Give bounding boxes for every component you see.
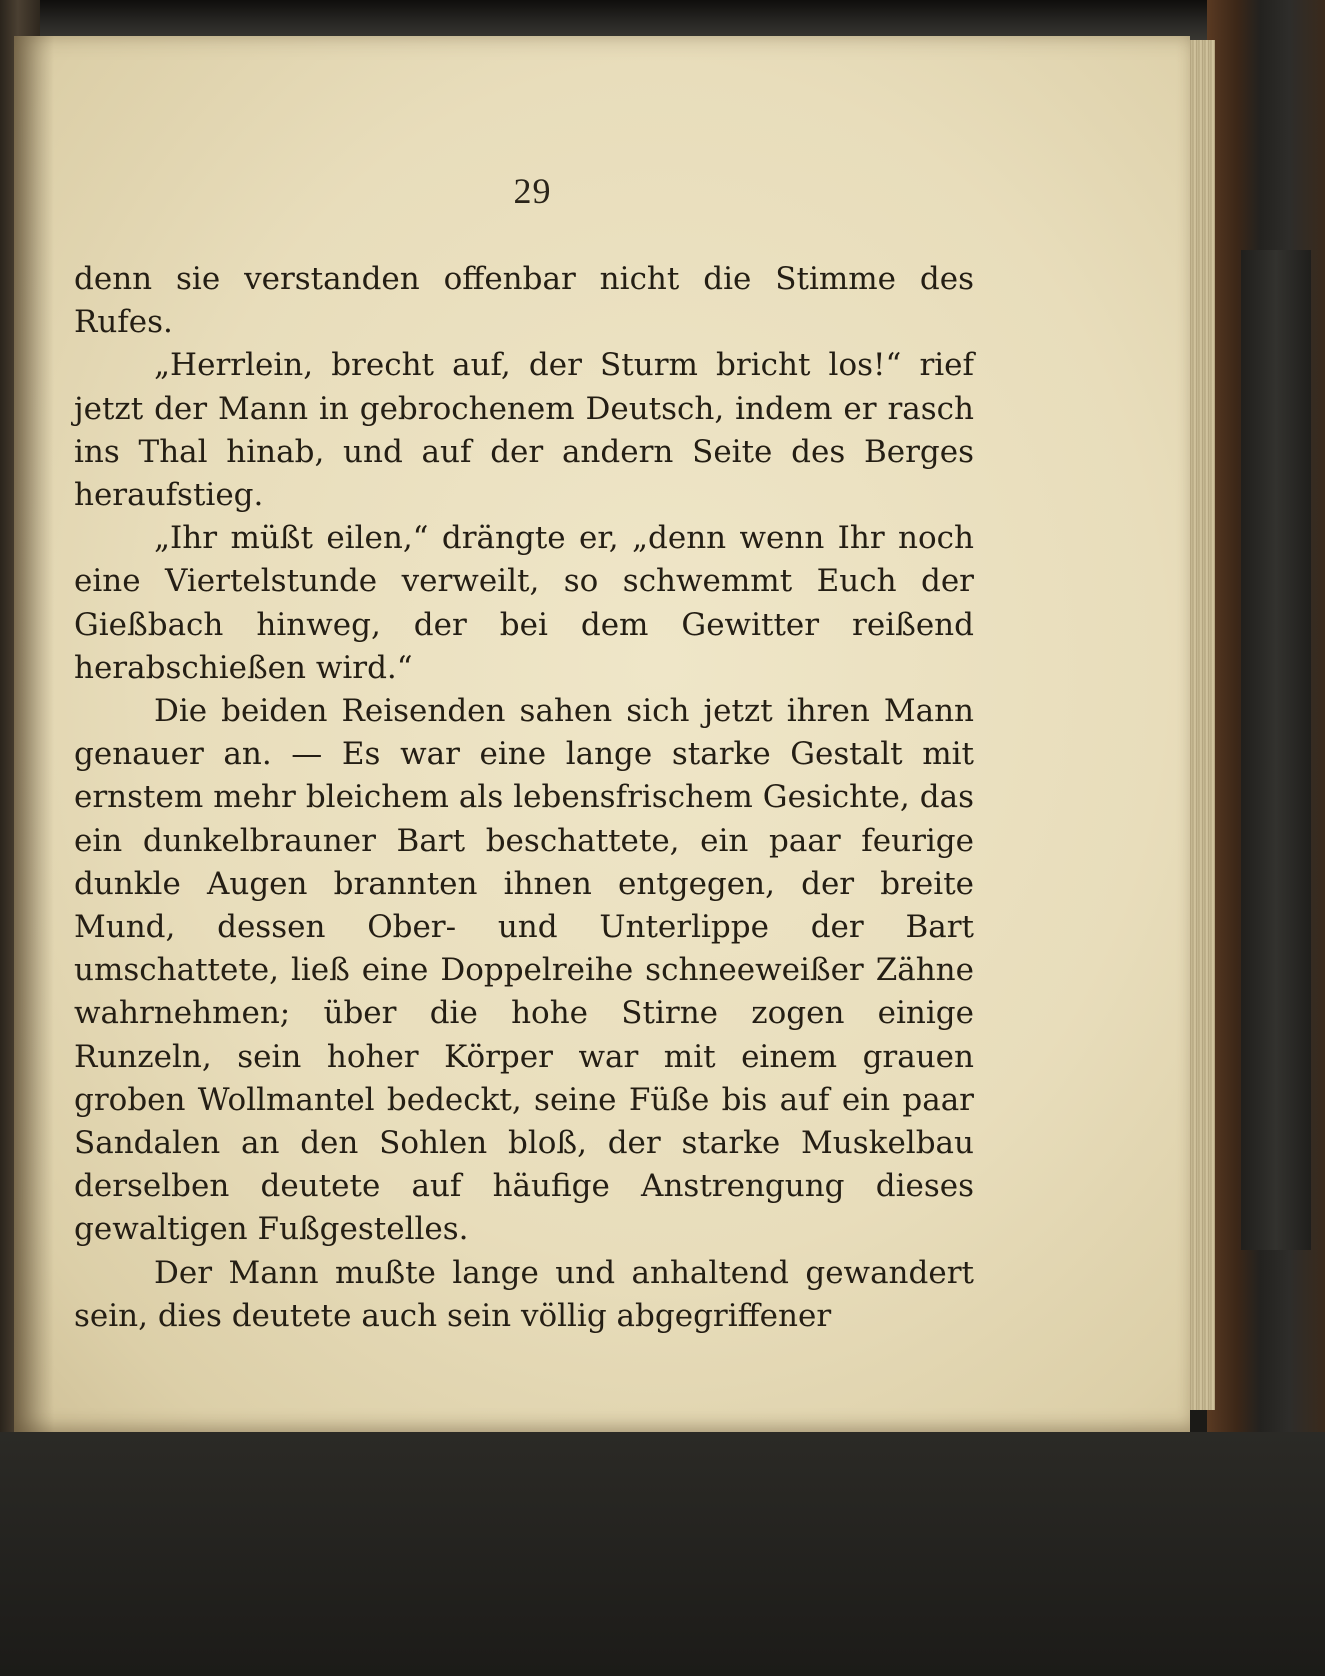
book-background-bottom bbox=[0, 1432, 1325, 1676]
page-text bbox=[74, 258, 974, 1338]
paragraph-5: Der Mann mußte lange und anhaltend gewandert sein, dies deutete auch sein völlig abgegriffener bbox=[74, 1254, 974, 1334]
page-gutter-shadow bbox=[14, 36, 54, 1432]
page-number: 29 bbox=[513, 171, 552, 211]
paragraph-3: „Ihr müßt eilen,“ drängte er, „denn wenn Ihr noch eine Viertelstunde verweilt, so schwemmt Euch der Gießbach hinweg, der bei dem Gewitter reißend herabschießen wird.“ bbox=[74, 520, 974, 686]
paragraph-2: „Herrlein, brecht auf, der Sturm bricht los!“ rief jetzt der Mann in gebrochenem Deutsch, indem er rasch ins Thal hinab, und auf der andern Seite des Berges heraufstieg. bbox=[74, 347, 974, 514]
book-cover-right-band bbox=[1241, 250, 1311, 1250]
paragraph-4: Die beiden Reisenden sahen sich jetzt ihren Mann genauer an. — Es war eine lange starke Gestalt mit ernstem mehr bleichem als lebensfrischem Gesichte, das ein dunkelbrauner Bart beschattete, ein paar feurige dunkle Augen brannten ihnen entgegen, der breite Mund, dessen Ober- und Unterlippe der Bart umschattete, ließ eine Doppelreihe schneeweißer Zähne wahrnehmen; über die hohe Stirne zogen einige Runzeln, sein hoher Körper war mit einem grauen groben Wollmantel bedeckt, seine Füße bis auf ein paar Sandalen an den Sohlen bloß, der starke Muskelbau derselben deutete auf häufige Anstrengung dieses gewaltigen Fußgestelles. bbox=[74, 693, 974, 1248]
paragraph-1: denn sie verstanden offenbar nicht die Stimme des Rufes. bbox=[74, 261, 974, 341]
book-cover-right bbox=[1207, 0, 1325, 1676]
